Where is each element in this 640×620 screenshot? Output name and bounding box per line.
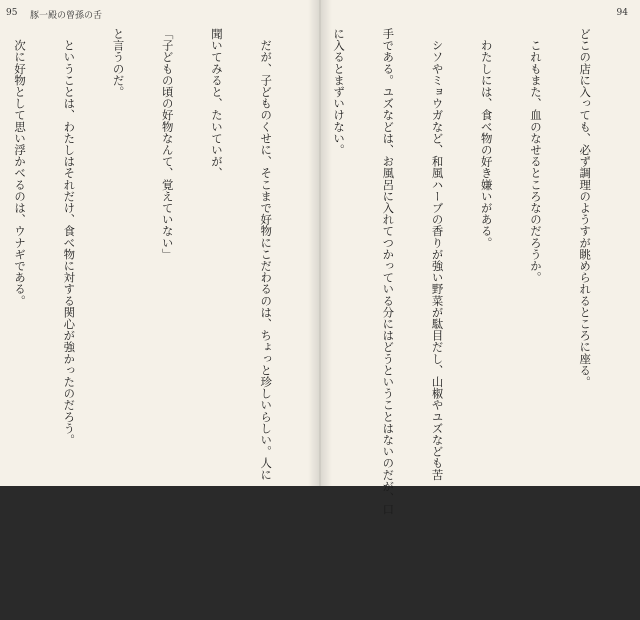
text-line: 聞いてみると、たいていが、 (209, 28, 224, 179)
text-line: ということは、わたしはそれだけ、食べ物に対する関心が強かったのだろう。 (62, 28, 77, 446)
text-line: 手である。ユズなどは、お風呂に入れてつかっている分にはどうということはないのだが、口 (381, 28, 396, 516)
left-page (0, 0, 319, 486)
page-number: 94 (616, 8, 628, 18)
text-line: 「子どもの頃の好物なんて、覚えていない」 (160, 28, 175, 260)
body-text (0, 28, 307, 481)
text-line: 次に好物として思い浮かべるのは、ウナギである。 (13, 28, 28, 307)
text-line: に入るとまずいけない。 (332, 28, 347, 156)
right-page (321, 0, 640, 516)
running-head: 豚一殿の曾孫の舌 (30, 11, 103, 21)
text-line: これもまた、血のなせるところなのだろうか。 (528, 28, 543, 284)
text-line: シソやミョウガなど、和風ハーブの香りが強い野菜が駄目だし、山椒やユズなども苦 (430, 28, 445, 481)
book-gutter (308, 0, 332, 486)
text-line: どこの店に入っても、必ず調理のようすが眺められるところに座る。 (578, 28, 593, 388)
text-line: だが、子どものくせに、そこまで好物にこだわるのは、ちょっと珍しいらしい。人に (259, 28, 274, 481)
page-number: 95 (6, 8, 18, 18)
text-line: わたしには、食べ物の好き嫌いがある。 (479, 28, 494, 249)
text-line: と言うのだ。 (111, 28, 126, 98)
